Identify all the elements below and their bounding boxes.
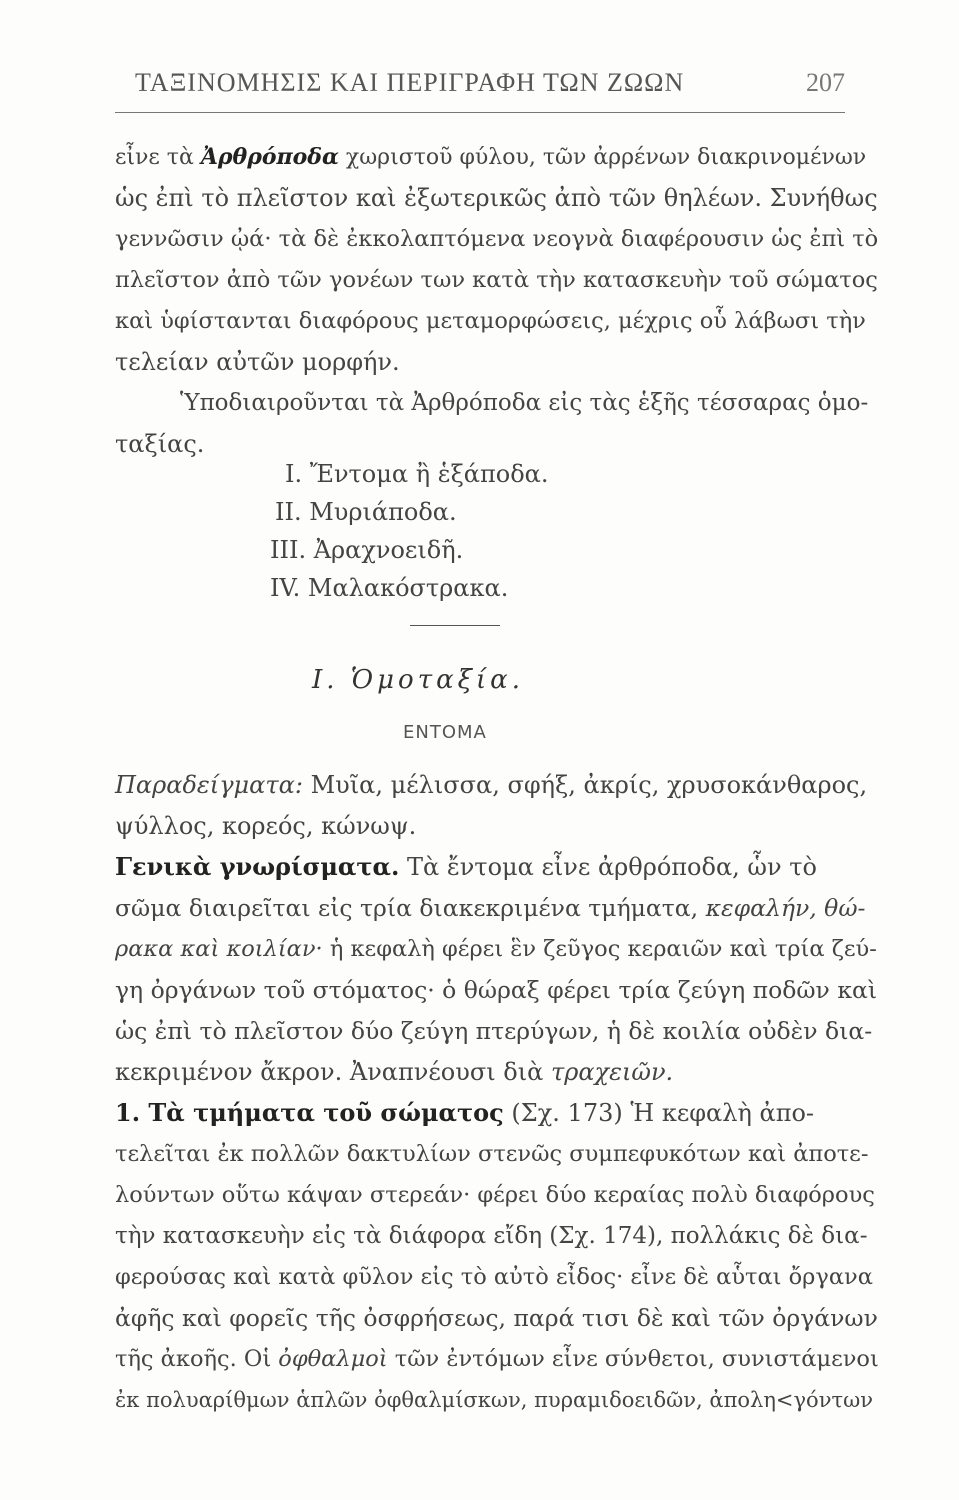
parts-line-6: ἀφῆς καὶ φορεῖς τῆς ὀσφρήσεως, παρά τισι δὲ καὶ τῶν ὀργάνων	[115, 1304, 878, 1332]
parts-line-4: τὴν κατασκευὴν εἰς τὰ διάφορα εἴδη (Σχ. 174), πολλάκις δὲ δια-	[115, 1223, 868, 1249]
parts-line-3: λούντων οὕτω κάψαν στερεάν· φέρει δύο κεραίας πολὺ διαφόρους	[115, 1182, 875, 1208]
intro-line-1	[115, 142, 866, 173]
parts-text: ὀφθαλμοὶ	[278, 1346, 388, 1372]
parts-line-8: ἐκ πολυαρίθμων ἁπλῶν ὀφθαλμίσκων, πυραμιδοειδῶν, ἀπολη<γόντων	[115, 1388, 873, 1412]
general-line-5: ὡς ἐπὶ τὸ πλεῖστον δύο ζεύγη πτερύγων, ἡ δὲ κοιλία οὐδὲν δια-	[115, 1017, 873, 1045]
general-heading: Γενικὰ γνωρίσματα.	[115, 852, 400, 881]
general-line-4: γη ὀργάνων τοῦ στόματος· ὁ θώραξ φέρει τρία ζεύγη ποδῶν καὶ	[115, 976, 878, 1004]
header-title: ΤΑΞΙΝΟΜΗΣΙΣ ΚΑΙ ΠΕΡΙΓΡΑΦΗ ΤΩΝ ΖΩΩΝ	[135, 68, 685, 97]
running-header	[115, 62, 845, 113]
general-line-6	[115, 1057, 673, 1087]
parts-ref: (Σχ. 173)	[511, 1099, 623, 1127]
division-line-1: Ὑποδιαιροῦνται τὰ Ἀρθρόποδα εἰς τὰς ἑξῆς τέσσαρας ὁμο-	[180, 390, 869, 416]
parts-line-2: τελεῖται ἐκ πολλῶν δακτυλίων στενῶς συμπεφυκότων καὶ ἀποτε-	[115, 1141, 869, 1167]
intro-text: εἶνε τὰ	[115, 145, 194, 170]
class-item-2: II. Μυριάποδα.	[275, 498, 457, 526]
parts-text: τῶν ἐντόμων εἶνε σύνθετοι, συνιστάμενοι	[394, 1346, 879, 1372]
division-line-2: ταξίας.	[115, 430, 205, 458]
general-text: τραχειῶν.	[550, 1058, 674, 1086]
general-text: ρακα καὶ κοιλίαν·	[115, 936, 323, 962]
examples-label: Παραδείγματα:	[115, 771, 303, 799]
parts-line-5: φερούσας καὶ κατὰ φῦλον εἰς τὸ αὐτὸ εἶδος· εἶνε δὲ αὗται ὄργανα	[115, 1264, 873, 1290]
intro-term: Ἀρθρόποδα	[200, 144, 339, 170]
intro-line-4: πλεῖστον ἀπὸ τῶν γονέων των κατὰ τὴν κατασκευὴν τοῦ σώματος	[115, 267, 878, 293]
parts-line-1	[115, 1098, 814, 1128]
general-text: ἡ κεφαλὴ φέρει ἓν ζεῦγος κεραιῶν καὶ τρία ζεύ-	[329, 936, 877, 962]
general-text: κεφαλήν, θώ-	[705, 894, 866, 922]
parts-text: τῆς ἀκοῆς. Οἱ	[115, 1346, 272, 1372]
page-number: 207	[806, 68, 845, 97]
parts-heading: 1. Τὰ τμήματα τοῦ σώματος	[115, 1098, 504, 1127]
class-item-4: IV. Μαλακόστρακα.	[270, 574, 509, 602]
class-item-3: III. Ἀραχνοειδῆ.	[270, 536, 464, 564]
class-item-1: I. Ἔντομα ἢ ἑξάποδα.	[285, 460, 549, 488]
general-text: Τὰ ἔντομα εἶνε ἀρθρόποδα, ὧν τὸ	[406, 853, 817, 881]
general-text: κεκριμένον ἄκρον. Ἀναπνέουσι διὰ	[115, 1058, 544, 1086]
section-title: I. Ὁμοταξία.	[312, 665, 524, 695]
intro-line-3: γεννῶσιν ᾠά· τὰ δὲ ἐκκολαπτόμενα νεογνὰ διαφέρουσιν ὡς ἐπὶ τὸ	[115, 226, 879, 252]
examples-line-1	[115, 770, 867, 800]
general-line-3	[115, 934, 877, 964]
general-text: σῶμα διαιρεῖται εἰς τρία διακεκριμένα τμήματα,	[115, 894, 699, 922]
intro-line-5: καὶ ὑφίστανται διαφόρους μεταμορφώσεις, μέχρις οὗ λάβωσι τὴν	[115, 308, 866, 334]
intro-text: χωριστοῦ φύλου, τῶν ἀρρένων διακρινομένων	[345, 145, 867, 170]
examples-line-2: ψύλλος, κορεός, κώνωψ.	[115, 812, 417, 840]
section-divider	[410, 625, 500, 626]
section-subtitle: ΕΝΤΟΜΑ	[403, 722, 487, 743]
examples-text: Μυῖα, μέλισσα, σφήξ, ἀκρίς, χρυσοκάνθαρος,	[310, 771, 868, 799]
intro-line-2: ὡς ἐπὶ τὸ πλεῖστον καὶ ἐξωτερικῶς ἀπὸ τῶν θηλέων. Συνήθως	[115, 184, 878, 212]
parts-line-7	[115, 1344, 879, 1374]
general-line-1	[115, 852, 817, 882]
parts-text: Ἡ κεφαλὴ ἀπο-	[630, 1099, 815, 1127]
general-line-2	[115, 893, 865, 923]
intro-line-6: τελείαν αὐτῶν μορφήν.	[115, 348, 400, 376]
